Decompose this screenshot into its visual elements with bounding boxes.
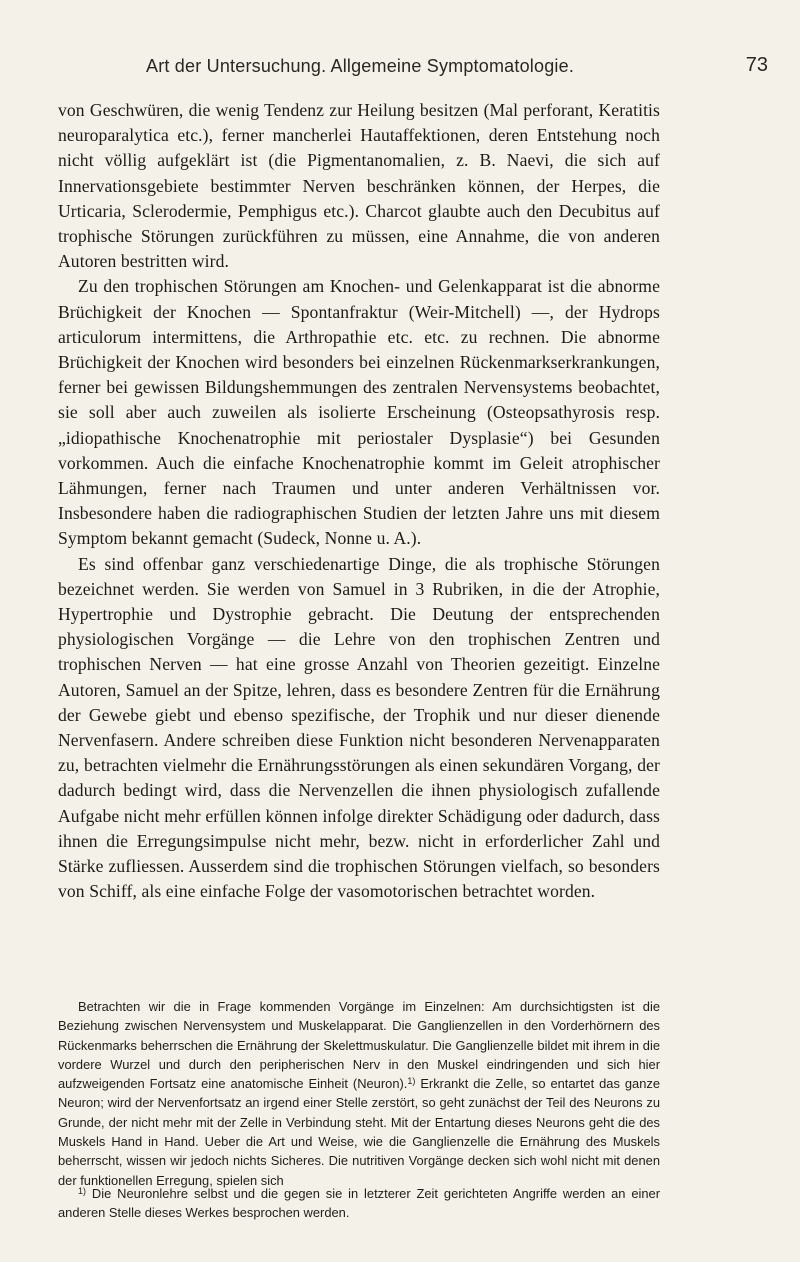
running-header-title: Art der Untersuchung. Allgemeine Symptomatologie. (146, 56, 575, 76)
small-print-text-part-2: Erkrankt die Zelle, so entartet das ganze Neuron; wird der Nervenfortsatz an irgend einer Stelle zerstört, so geht zunächst der Teil des Neurons zu Grunde, der nicht mehr mit der Zelle in Verbindung steht. Mit der Entartung dieses Neurons geht die des Muskels Hand in Hand. Ueber die Art und Weise, wie die Ganglienzelle die Ernährung des Muskels beherrscht, wissen wir jedoch nichts Sicheres. Die nutritiven Vorgänge decken sich wohl nicht mit denen der funktionellen Erregung, spielen sich (58, 1076, 660, 1188)
footnote-reference: 1) (407, 1076, 416, 1087)
running-header (108, 56, 768, 84)
page-number: 73 (745, 54, 768, 76)
small-print-paragraph (58, 997, 660, 1190)
footnote-text: Die Neuronlehre selbst und die gegen sie in letzterer Zeit gerichteten Angriffe werden an einer anderen Stelle dieses Werkes besprochen werden. (58, 1186, 660, 1220)
paragraph-2: Zu den trophischen Störungen am Knochen- und Gelenkapparat ist die abnorme Brüchigkeit der Knochen — Spontanfraktur (Weir-Mitchell) —, der Hydrops articulorum intermittens, die Arthropathie etc. etc. zu rechnen. Die abnorme Brüchigkeit der Knochen wird besonders bei einzelnen Rückenmarkserkrankungen, ferner bei gewissen Bildungshemmungen des zentralen Nervensystems beobachtet, sie soll aber auch zuweilen als isolierte Erscheinung (Osteopsathyrosis resp. „idiopathische Knochenatrophie mit periostaler Dysplasie“) bei Gesunden vorkommen. Auch die einfache Knochenatrophie kommt im Geleit atrophischer Lähmungen, ferner nach Traumen und unter anderen Verhältnissen vor. Insbesondere haben die radiographischen Studien der letzten Jahre uns mit diesem Symptom bekannt gemacht (Sudeck, Nonne u. A.). (58, 276, 660, 549)
small-print-text-part-1: Betrachten wir die in Frage kommenden Vorgänge im Einzelnen: Am durchsichtigsten ist die Beziehung zwischen Nervensystem und Muskelapparat. Die Ganglienzellen in den Vorderhörnern des Rückenmarks beherrschen die Ernährung der Skelettmuskulatur. Die Ganglienzelle bildet mit ihrem in die vordere Wurzel und durch den peripherischen Nerv in den Muskel eindringenden und sich hier aufzweigenden Fortsatz eine anatomische Einheit (Neuron). (58, 999, 660, 1092)
main-text (58, 98, 660, 905)
footnote-marker: 1) (78, 1186, 87, 1196)
paragraph-1: von Geschwüren, die wenig Tendenz zur Heilung besitzen (Mal perforant, Keratitis neuroparalytica etc.), ferner mancherlei Hautaffektionen, deren Entstehung noch nicht völlig aufgeklärt ist (die Pigmentanomalien, z. B. Naevi, die sich auf Innervationsgebiete bestimmter Nerven beschränken können, der Herpes, die Urticaria, Sclerodermie, Pemphigus etc.). Charcot glaubte auch den Decubitus auf trophische Störungen zurückführen zu müssen, eine Annahme, die von anderen Autoren bestritten wird. (58, 100, 660, 272)
footnote (58, 1184, 660, 1222)
paragraph-3: Es sind offenbar ganz verschiedenartige Dinge, die als trophische Störungen bezeichnet werden. Sie werden von Samuel in 3 Rubriken, in die der Atrophie, Hypertrophie und Dystrophie gebracht. Die Deutung der entsprechenden physiologischen Vorgänge — die Lehre von den trophischen Zentren und trophischen Nerven — hat eine grosse Anzahl von Theorien gezeitigt. Einzelne Autoren, Samuel an der Spitze, lehren, dass es besondere Zentren für die Ernährung der Gewebe giebt und ebenso spezifische, der Trophik und nur dieser dienende Nervenfasern. Andere schreiben diese Funktion nicht besonderen Nervenapparaten zu, betrachten vielmehr die Ernährungsstörungen als einen sekundären Vorgang, der dadurch bedingt wird, dass die Nervenzellen die ihnen physiologisch zufallende Aufgabe nicht mehr erfüllen können infolge direkter Schädigung oder dadurch, dass ihnen die Erregungsimpulse nicht mehr, bezw. nicht in erforderlicher Zahl und Stärke zufliessen. Ausserdem sind die trophischen Störungen vielfach, so besonders von Schiff, als eine einfache Folge der vasomotorischen betrachtet worden. (58, 553, 660, 902)
